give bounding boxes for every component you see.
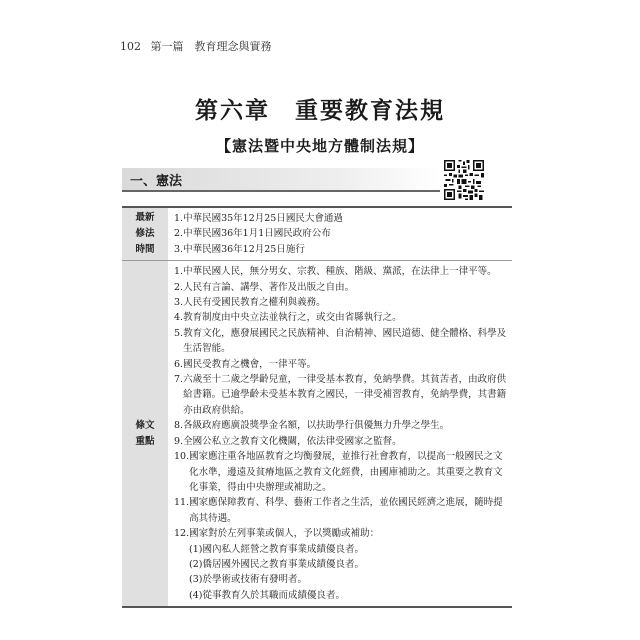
list-item: 4. 教育制度由中央立法並執行之，或交由省縣執行之。	[174, 312, 402, 324]
label-line: 最新	[135, 212, 155, 224]
list-subitem: (3) 於學術或技術有發明者。	[189, 574, 307, 586]
running-title: 第一篇 教育理念與實務	[150, 40, 272, 53]
list-item: 9. 全國公私立之教育文化機關，依法律受國家之監督。	[174, 435, 402, 447]
section-title: 【憲法暨中央地方體制法規】	[215, 137, 424, 155]
list-subitem: (1) 國內私人經營之教育事業成績優良者。	[189, 543, 364, 555]
qr-code-icon	[444, 160, 484, 200]
row-label-key-provisions	[122, 261, 168, 606]
list-item: 12. 國家對於左列事業或個人，予以獎勵或補助：	[174, 528, 380, 540]
list-item: 8. 各級政府應廣設獎學金名額，以扶助學行俱優無力升學之學生。	[174, 420, 450, 432]
subsection-heading	[122, 168, 440, 192]
list-subitem: (4) 從事教育久於其職而成績優良者。	[189, 589, 345, 601]
key-provisions	[168, 261, 512, 606]
list-item: 2. 人民有言論、講學、著作及出版之自由。	[174, 281, 355, 293]
amendment-dates	[168, 208, 512, 260]
table-row-amendment	[122, 208, 512, 260]
list-item: 3. 中華民國36年12月25日施行	[174, 243, 305, 255]
label-line: 重點	[135, 435, 155, 447]
list-item: 10. 國家應注重各地區教育之均衡發展，並推行社會教育，以提高一般國民之文化水準，邊遠及貧瘠地區之教育文化經費，由國庫補助之。其重要之教育文化事業，得由中央辦理或補助之。	[174, 451, 503, 493]
list-item: 7. 六歲至十二歲之學齡兒童，一律受基本教育，免納學費。其貧苦者，由政府供給書籍。已逾學齡未受基本教育之國民，一律受補習教育，免納學費，其書籍亦由政府供給。	[174, 374, 507, 416]
label-line: 修法	[135, 228, 155, 240]
subsection-title: 一、憲法	[130, 174, 183, 189]
row-label-amendment	[122, 208, 168, 260]
list-item: 3. 人民有受國民教育之權利與義務。	[174, 297, 326, 309]
list-subitem: (2) 僑居國外國民之教育事業成績優良者。	[189, 558, 364, 570]
list-item: 11. 國家應保障教育、科學、藝術工作者之生活，並依國民經濟之進展，隨時提高其待遇。	[174, 497, 503, 524]
list-item: 2. 中華民國36年1月1日國民政府公布	[174, 228, 331, 240]
label-line: 時間	[135, 244, 155, 256]
running-header	[120, 38, 272, 54]
label-line: 條文	[135, 419, 155, 431]
list-item: 6. 國民受教育之機會，一律平等。	[174, 358, 317, 370]
list-item: 1. 中華民國35年12月25日國民大會通過	[174, 213, 343, 224]
chapter-title: 第六章 重要教育法規	[195, 98, 445, 124]
list-item: 5. 教育文化，應發展國民之民族精神、自治精神、國民道德、健全體格、科學及生活智能。	[174, 327, 507, 355]
list-item: 1. 中華民國人民，無分男女、宗教、種族、階級、黨派，在法律上一律平等。	[174, 266, 497, 278]
page-number: 102	[120, 40, 141, 53]
law-summary-table	[122, 206, 512, 608]
table-row-key-provisions	[122, 260, 512, 606]
